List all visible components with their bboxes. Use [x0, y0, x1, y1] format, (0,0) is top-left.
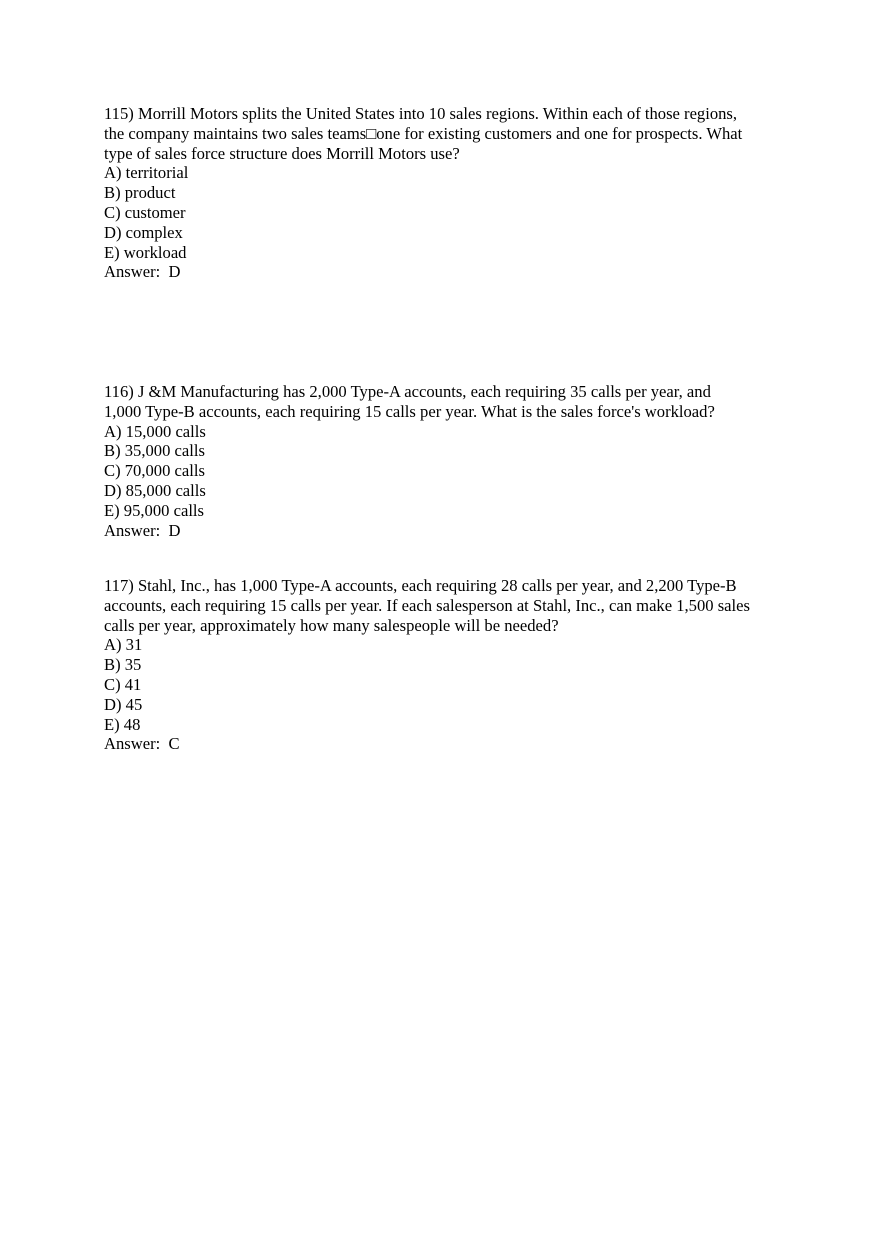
option-b: B) 35: [104, 655, 142, 675]
option-b: B) 35,000 calls: [104, 441, 205, 461]
stem-line: type of sales force structure does Morrill Motors use?: [104, 143, 460, 163]
question-116: [104, 382, 794, 540]
stem-line: 116) J &M Manufacturing has 2,000 Type-A accounts, each requiring 35 calls per year, and: [104, 382, 711, 401]
option-e: E) 48: [104, 714, 141, 734]
option-d: D) 85,000 calls: [104, 480, 206, 500]
option-c: C) 70,000 calls: [104, 461, 205, 481]
answer: Answer: D: [104, 520, 181, 540]
option-a: A) 15,000 calls: [104, 421, 206, 441]
option-c: C) 41: [104, 674, 142, 694]
stem-line: 115) Morrill Motors splits the United States into 10 sales regions. Within each of those regions,: [104, 104, 738, 123]
option-e: E) workload: [104, 242, 187, 262]
stem-line: the company maintains two sales teams□one for existing customers and one for prospects. What: [104, 123, 743, 143]
stem-line: 1,000 Type-B accounts, each requiring 15 calls per year. What is the sales force's workload?: [104, 401, 715, 421]
option-d: D) complex: [104, 222, 183, 242]
question-stem: [104, 576, 794, 635]
question-115: [104, 104, 794, 282]
answer: Answer: D: [104, 262, 181, 282]
question-stem: [104, 104, 794, 163]
option-d: D) 45: [104, 694, 143, 714]
stem-line: calls per year, approximately how many salespeople will be needed?: [104, 615, 559, 635]
answer: Answer: C: [104, 734, 180, 754]
question-stem: [104, 382, 794, 422]
option-a: A) territorial: [104, 163, 189, 183]
option-a: A) 31: [104, 635, 143, 655]
option-e: E) 95,000 calls: [104, 500, 205, 520]
stem-line: 117) Stahl, Inc., has 1,000 Type-A accounts, each requiring 28 calls per year, and 2,200 Type-B: [104, 576, 737, 595]
question-117: [104, 576, 794, 754]
option-c: C) customer: [104, 202, 186, 222]
stem-line: accounts, each requiring 15 calls per year. If each salesperson at Stahl, Inc., can make 1,500 sales: [104, 595, 750, 615]
option-b: B) product: [104, 183, 176, 203]
